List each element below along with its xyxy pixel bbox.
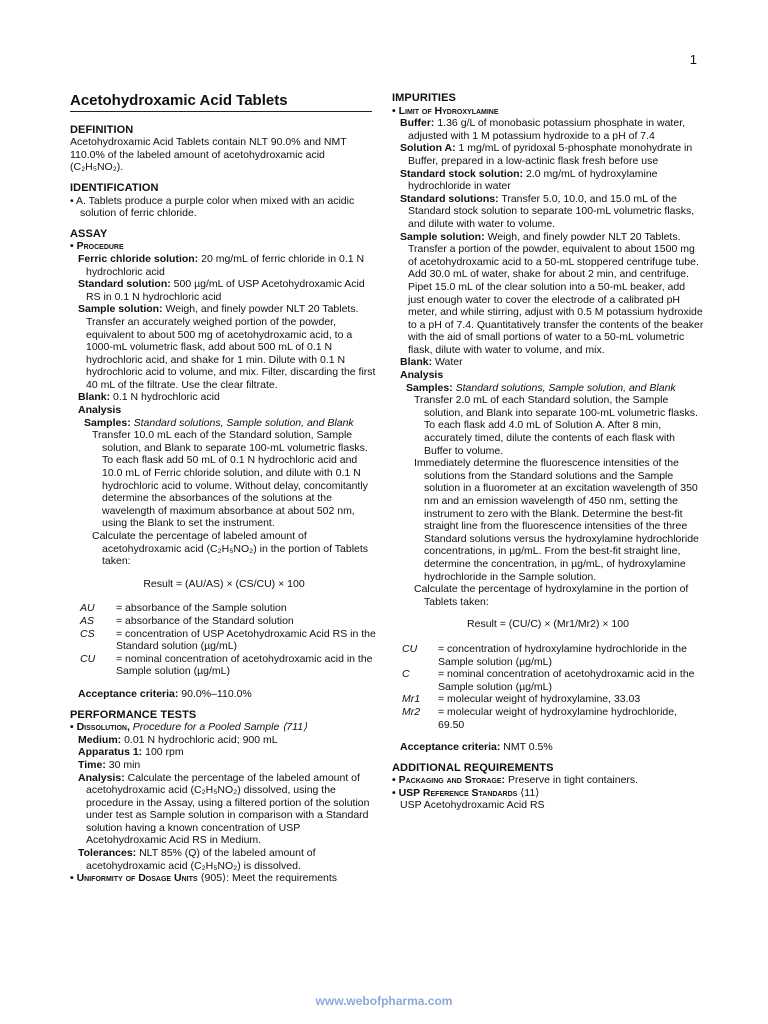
analysis-label: Analysis [78,404,122,417]
analysis-paragraph-2: Immediately determine the fluorescence intensities of the solutions from the Standard solutions and the Sample solution in a fluorometer at an excitation wavelength of 350 nm and an emission wavelength of 450 nm, setting the instrument to zero with the Blank. Determine the best-fit straight line from the fluorescence intensities of the three Standard solutions versus the hydroxylamine hydrochloride concentrations, in µg/mL. From the best-fit straight line, determine the concentration, in µg/mL, of hydroxylamine hydrochloride in the Sample solution. [414,457,699,583]
analysis-paragraph-3: Calculate the percentage of hydroxylamine in the portion of Tablets taken: [414,583,689,608]
def-row: AS = absorbance of the Standard solution [80,614,294,627]
apparatus: Apparatus 1: 100 rpm [78,746,184,759]
dissolution: • Dissolution, Procedure for a Pooled Sample ⟨711⟩ [70,721,308,734]
acceptance-criteria: Acceptance criteria: NMT 0.5% [400,741,553,754]
additional-requirements-heading: ADDITIONAL REQUIREMENTS [392,761,554,774]
buffer: Buffer: 1.36 g/L of monobasic potassium phosphate in water, adjusted with 1 M potassium hydroxide to a pH of 7.4 [400,117,686,142]
tolerances: Tolerances: NLT 85% (Q) of the labeled amount of acetohydroxamic acid (C₂H₅NO₂) is dissolved. [78,847,316,872]
definitions-table [80,602,378,678]
analysis-paragraph-2: Calculate the percentage of labeled amount of acetohydroxamic acid (C₂H₅NO₂) in the portion of Tablets taken: [92,530,369,568]
medium: Medium: 0.01 N hydrochloric acid; 900 mL [78,733,278,746]
samples: Samples: Standard solutions, Sample solution, and Blank [406,381,676,394]
def-row: CS = concentration of USP Acetohydroxamic Acid RS in the Standard solution (µg/mL) [80,627,376,653]
left-column [70,92,378,885]
usp-reference-standards: • USP Reference Standards ⟨11⟩ [392,786,540,799]
impurities-heading: IMPURITIES [392,92,456,104]
definition-heading: DEFINITION [70,123,134,136]
samples: Samples: Standard solutions, Sample solution, and Blank [84,416,354,429]
usp-reference-item: USP Acetohydroxamic Acid RS [400,799,545,812]
sample-solution: Sample solution: Weigh, and finely powder NLT 20 Tablets. Transfer an accurately weighed portion of the powder, equivalent to about 500 mg of acetohydroxamic acid, to a 1000-mL volumetric flask, add about 500 mL of 0.1 N hydrochloric acid, and shake for 1 min. Dilute with 0.1 N hydrochloric acid to volume, and mix. Filter, discarding the first 40 mL of the filtrate. Use the clear filtrate. [78,303,376,391]
performance-tests-heading: PERFORMANCE TESTS [70,708,197,721]
def-row: CU = concentration of hydroxylamine hydrochloride in the Sample solution (µg/mL) [402,642,687,668]
standard-stock-solution: Standard stock solution: 2.0 mg/mL of hydroxylamine hydrochloride in water [400,167,658,193]
limit-of-hydroxylamine-heading: • Limit of Hydroxylamine [392,104,499,117]
solution-a: Solution A: 1 mg/mL of pyridoxal 5-phosphate monohydrate in Buffer, prepared in a low-actinic flask fresh before use [400,142,693,167]
acceptance-criteria: Acceptance criteria: 90.0%–110.0% [78,687,252,700]
time: Time: 30 min [78,758,141,771]
packaging-and-storage: • Packaging and Storage: Preserve in tight containers. [392,774,639,787]
def-row: CU = nominal concentration of acetohydroxamic acid in the Sample solution (µg/mL) [80,652,373,678]
right-column [392,92,704,812]
blank: Blank: 0.1 N hydrochloric acid [78,391,220,404]
result-formula: Result = (AU/AS) × (CS/CU) × 100 [143,577,305,590]
sample-solution: Sample solution: Weigh, and finely powder NLT 20 Tablets. Transfer a portion of the powder, equivalent to about 1500 mg of acetohydroxamic acid to a 50-mL stoppered centrifuge tube. Add 30.0 mL of water, shake for about 2 min, and centrifuge. Pipet 15.0 mL of the clear solution into a 50-mL beaker, add just enough water to cover the electrode of a calibrated pH meter, and while stirring, adjust with 0.5 M potassium hydroxide to a pH of 7.4. Quantitatively transfer the contents of the beaker with the aid of small portions of water to a 50-mL volumetric flask, dilute with water to volume, and mix. [400,230,704,356]
definitions-table [402,643,704,731]
dissolution-analysis: Analysis: Calculate the percentage of the labeled amount of acetohydroxamic acid (C₂H₅NO₂) dissolved, using the procedure in the Assay, using a filtered portion of the solution under test as Sample solution in comparison with a Standard solution having a known concentration of USP Acetohydroxamic Acid RS in Medium. [78,771,370,847]
identification-heading: IDENTIFICATION [70,181,159,194]
analysis-label: Analysis [400,369,444,382]
procedure-heading: • Procedure [70,240,124,253]
def-row: Mr1 = molecular weight of hydroxylamine, 33.03 [402,693,641,706]
analysis-paragraph-1: Transfer 10.0 mL each of the Standard solution, Sample solution, and Blank to separate 100-mL volumetric flasks. To each flask add 50 mL of 0.1 N hydrochloric acid and 10.0 mL of Ferric chloride solution, and dilute with 0.1 N hydrochloric acid to volume. Without delay, concomitantly determine the absorbances of the solutions at the wavelength of maximum absorbance at about 502 nm, using the Blank to set the instrument. [92,429,368,530]
page-title: Acetohydroxamic Acid Tablets [70,95,372,112]
standard-solution: Standard solution: 500 µg/mL of USP Acetohydroxamic Acid RS in 0.1 N hydrochloric acid [78,278,365,303]
ferric-chloride-solution: Ferric chloride solution: 20 mg/mL of ferric chloride in 0.1 N hydrochloric acid [78,252,365,278]
result-formula: Result = (CU/C) × (Mr1/Mr2) × 100 [467,618,629,631]
standard-solutions: Standard solutions: Transfer 5.0, 10.0, and 15.0 mL of the Standard stock solution to separate 100-mL volumetric flasks, and dilute with water to volume. [400,192,695,230]
def-row: Mr2 = molecular weight of hydroxylamine hydrochloride, 69.50 [402,705,677,731]
page-number: 1 [689,52,697,67]
uniformity-of-dosage-units: • Uniformity of Dosage Units ⟨905⟩: Meet the requirements [70,872,338,885]
assay-heading: ASSAY [70,227,108,240]
def-row: C = nominal concentration of acetohydroxamic acid in the Sample solution (µg/mL) [402,668,695,693]
analysis-paragraph-1: Transfer 2.0 mL of each Standard solution, the Sample solution, and Blank into separate 100-mL volumetric flasks. To each flask add 4.0 mL of Solution A. After 8 min, accurately timed, dilute the contents of each flask with Buffer to volume. [414,394,698,457]
blank: Blank: Water [400,356,463,369]
identification-a: • A. Tablets produce a purple color when mixed with an acidic solution of ferric chloride. [70,194,355,220]
def-row: AU = absorbance of the Sample solution [80,602,287,615]
watermark-link[interactable]: www.webofpharma.com [315,994,453,1008]
definition-text: Acetohydroxamic Acid Tablets contain NLT 90.0% and NMT 110.0% of the labeled amount of acetohydroxamic acid (C₂H₅NO₂). [70,136,347,174]
